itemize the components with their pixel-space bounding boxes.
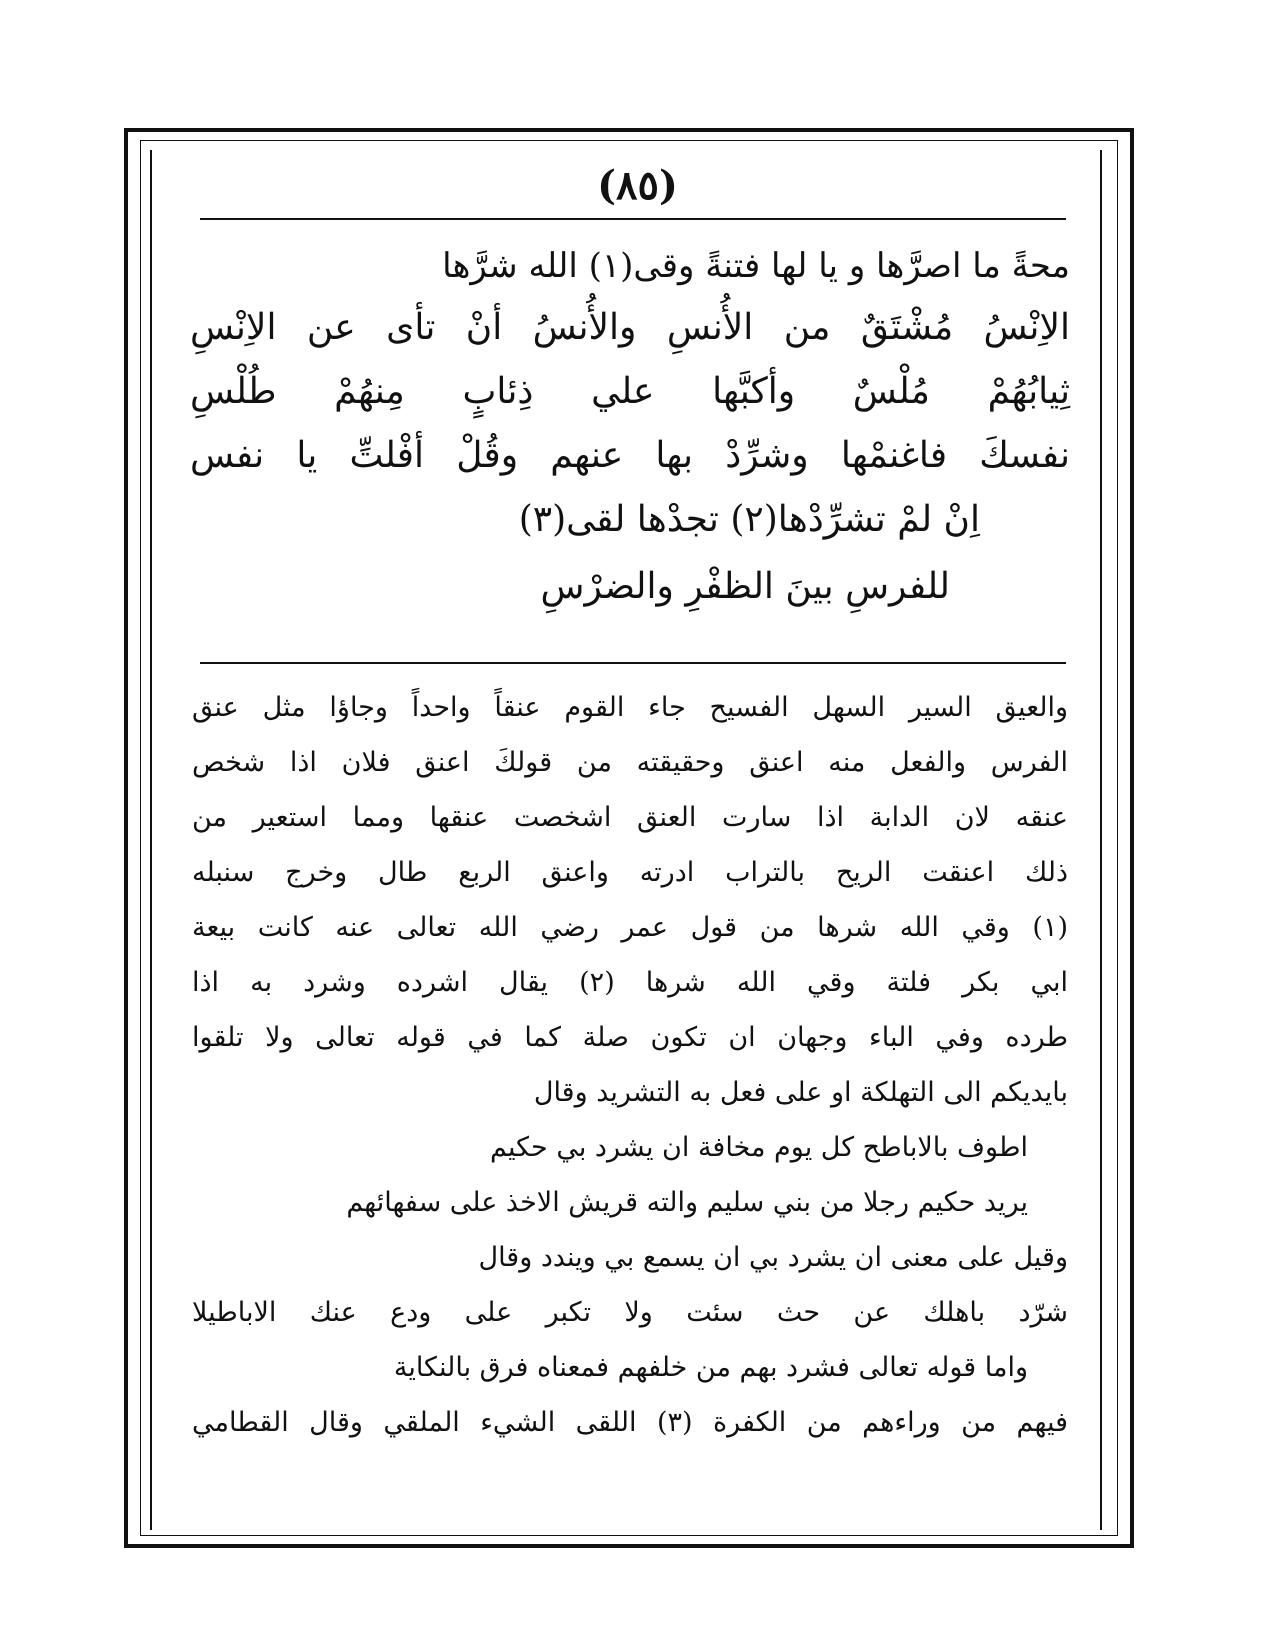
footnote-line: الفرس والفعل منه اعنق وحقيقته من قولكَ اعنق فلان اذا شخص xyxy=(192,747,1068,778)
footnote-verse-line: اطوف بالاباطح كل يوم مخافة ان يشرد بي حكيم xyxy=(490,1132,1028,1163)
footnotes-block xyxy=(192,680,1068,1450)
page-border-right-line xyxy=(1100,150,1102,1530)
notes-separator-rule xyxy=(200,662,1066,664)
poem-line: نفسكَ فاغنمْها وشرِّدْ بها عنهم وقُلْ أفْلتِّ يا نفس xyxy=(190,435,1070,476)
footnote-line: والعيق السير السهل الفسيح جاء القوم عنقاً واحداً وجاؤا مثل عنق xyxy=(192,692,1068,723)
footnote-line: (١) وقي الله شرها من قول عمر رضي الله تعالى عنه كانت بيعة xyxy=(192,912,1068,943)
footnote-line: وقيل على معنى ان يشرد بي ان يسمع بي ويندد وقال xyxy=(478,1242,1068,1273)
page-number: (٨٥) xyxy=(597,162,678,209)
footnote-line: ابي بكر فلتة وقي الله شرها (٢) يقال اشرده وشرد به اذا xyxy=(192,967,1068,998)
footnote-line: يريد حكيم رجلا من بني سليم والته قريش الاخذ على سفهائهم xyxy=(346,1187,1028,1218)
poem-line: اِنْ لمْ تشرِّدْها(٢) تجدْها لقى(٣) xyxy=(518,499,980,540)
footnote-line: بايديكم الى التهلكة او على فعل به التشريد وقال xyxy=(533,1077,1068,1108)
footnote-line: طرده وفي الباء وجهان ان تكون صلة كما في قوله تعالى ولا تلقوا xyxy=(192,1022,1068,1053)
footnote-verse-line: شرّد باهلك عن حث سئت ولا تكبر على ودع عنك الاباطيلا xyxy=(192,1297,1068,1328)
footnote-line: عنقه لان الدابة اذا سارت العنق اشخصت عنقها ومما استعير من xyxy=(192,802,1068,833)
footnote-line: فيهم من وراءهم من الكفرة (٣) اللقى الشيء الملقي وقال القطامي xyxy=(192,1407,1068,1438)
poem-intro-line: محةً ما اصرَّها و يا لها فتنةً وقى(١) الله شرَّها xyxy=(442,246,1070,286)
poem-block xyxy=(190,236,1070,622)
footnote-line: ذلك اعنقت الريح بالتراب ادرته واعنق الربع طال وخرج سنبله xyxy=(192,857,1068,888)
header-rule xyxy=(200,218,1066,220)
footnote-line: واما قوله تعالى فشرد بهم من خلفهم فمعناه فرق بالنكاية xyxy=(393,1352,1028,1383)
poem-line: الاِنْسُ مُشْتَقٌ من الأُنسِ والأُنسُ أنْ تأى عن الاِنْسِ xyxy=(190,307,1070,348)
poem-line: للفرسِ بينَ الظفْرِ والضرْسِ xyxy=(540,566,950,607)
page-border-left-line xyxy=(150,150,152,1530)
poem-line: ثِيابُهُمْ مُلْسٌ وأكبَّها علي ذِئابٍ مِنهُمْ طُلْسِ xyxy=(190,371,1070,412)
